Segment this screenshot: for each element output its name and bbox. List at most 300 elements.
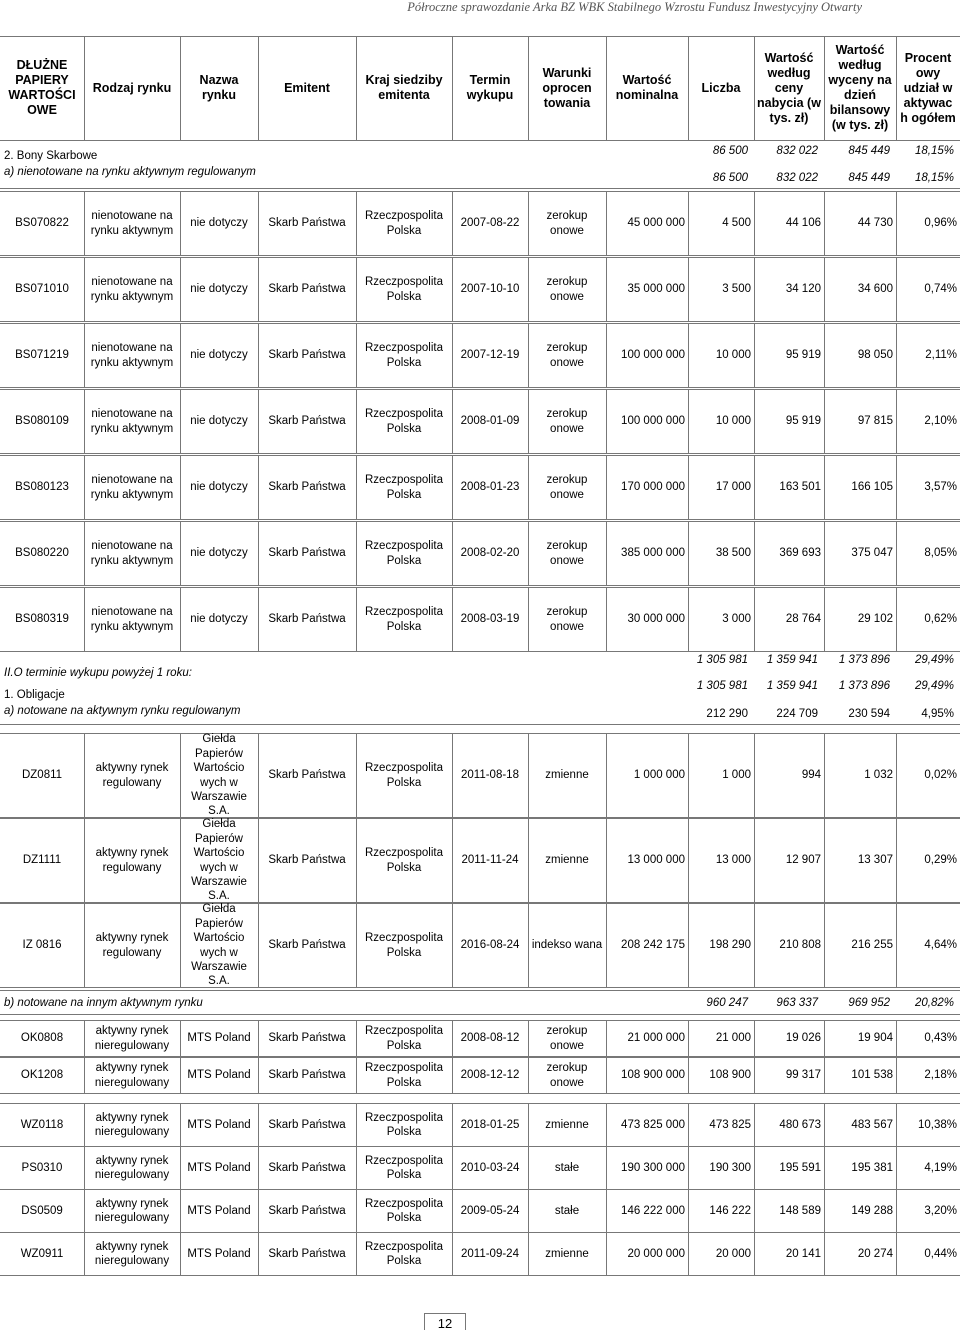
table-cell: 2011-08-18	[461, 769, 519, 782]
table-cell: Skarb Państwa	[268, 349, 346, 362]
table-cell: Rzeczpospolita Polska	[365, 847, 443, 874]
table-rule	[180, 323, 181, 387]
table-cell: 10 000	[715, 415, 751, 428]
table-rule	[356, 1189, 357, 1232]
table-rule	[84, 455, 85, 519]
table-cell: 2007-12-19	[460, 349, 520, 362]
table-rule	[0, 255, 960, 256]
table-cell: 0,96%	[924, 217, 957, 230]
table-rule	[896, 191, 897, 255]
table-cell: 21 000	[715, 1032, 751, 1045]
table-cell: zerokup onowe	[546, 276, 588, 303]
document-header: Półroczne sprawozdanie Arka BZ WBK Stabilnego Wzrostu Fundusz Inwestycyjny Otwarty	[407, 0, 862, 14]
table-cell: 195 381	[851, 1161, 893, 1174]
table-cell: 1 000 000	[633, 769, 685, 782]
table-cell: 190 300	[709, 1161, 751, 1174]
table-rule	[754, 1232, 755, 1275]
table-rule	[824, 1103, 825, 1146]
table-rule	[896, 1232, 897, 1275]
table-rule	[258, 455, 259, 519]
table-cell: 17 000	[715, 481, 751, 494]
table-cell: aktywny rynek nieregulowany	[94, 1154, 170, 1181]
table-rule	[606, 587, 607, 651]
table-rule	[452, 191, 453, 255]
table-cell: Skarb Państwa	[268, 1069, 346, 1082]
table-rule	[356, 733, 357, 817]
table-cell: Giełda Papierów Wartościo wych w Warszawie S.A.	[191, 903, 247, 988]
table-cell: Rzeczpospolita Polska	[365, 210, 443, 237]
table-rule	[258, 587, 259, 651]
table-rule	[180, 1103, 181, 1146]
table-rule	[84, 191, 85, 255]
table-rule	[180, 733, 181, 817]
table-cell: aktywny rynek nieregulowany	[94, 1025, 170, 1052]
table-rule	[258, 733, 259, 817]
table-rule	[754, 191, 755, 255]
table-rule	[896, 36, 897, 140]
table-cell: 2,18%	[924, 1069, 957, 1082]
table-cell: zmienne	[545, 854, 589, 867]
table-rule	[452, 455, 453, 519]
table-rule	[0, 651, 960, 652]
table-cell: 2,10%	[924, 415, 957, 428]
table-rule	[258, 191, 259, 255]
table-rule	[754, 1057, 755, 1093]
security-code: IZ 0816	[22, 939, 62, 952]
table-rule	[0, 140, 960, 141]
table-cell: 0,62%	[924, 613, 957, 626]
section-total-value: 86 500	[712, 172, 748, 184]
table-cell: aktywny rynek regulowany	[95, 932, 169, 959]
table-cell: 98 050	[857, 349, 893, 362]
table-cell: aktywny rynek regulowany	[95, 847, 169, 874]
table-rule	[754, 257, 755, 321]
table-cell: 0,29%	[924, 854, 957, 867]
table-rule	[258, 36, 259, 140]
section-title: 1. Obligacje	[4, 689, 65, 701]
table-rule	[754, 1020, 755, 1056]
page-number: 12	[424, 1313, 466, 1330]
security-code: BS080319	[15, 613, 69, 626]
table-rule	[356, 1020, 357, 1056]
table-rule	[0, 519, 960, 520]
table-rule	[754, 1103, 755, 1146]
table-rule	[824, 1020, 825, 1056]
table-cell: 4 500	[722, 217, 751, 230]
table-cell: Giełda Papierów Wartościo wych w Warszawie S.A.	[191, 733, 247, 818]
column-header: Warunki oprocen towania	[542, 65, 592, 110]
table-rule	[180, 521, 181, 585]
table-cell: 2007-10-10	[460, 283, 520, 296]
table-cell: 190 300 000	[621, 1161, 685, 1174]
table-rule	[452, 903, 453, 987]
table-rule	[180, 389, 181, 453]
table-rule	[688, 1232, 689, 1275]
table-rule	[356, 903, 357, 987]
table-cell: MTS Poland	[187, 1118, 251, 1131]
table-cell: stałe	[554, 1161, 580, 1174]
table-cell: zerokup onowe	[546, 342, 588, 369]
table-rule	[0, 321, 960, 322]
table-rule	[688, 903, 689, 987]
table-rule	[896, 903, 897, 987]
table-cell: nie dotyczy	[190, 415, 248, 428]
table-cell: nienotowane na rynku aktywnym	[90, 474, 174, 501]
security-code: BS070822	[15, 217, 69, 230]
table-cell: 146 222	[709, 1204, 751, 1217]
column-header: Rodzaj rynku	[92, 80, 172, 95]
table-rule	[528, 36, 529, 140]
table-cell: 2007-08-22	[460, 217, 520, 230]
table-cell: 35 000 000	[627, 283, 685, 296]
column-header: Liczba	[701, 80, 741, 95]
table-rule	[754, 521, 755, 585]
table-rule	[180, 1232, 181, 1275]
table-rule	[688, 1020, 689, 1056]
table-rule	[180, 1057, 181, 1093]
table-cell: 34 120	[785, 283, 821, 296]
table-cell: aktywny rynek nieregulowany	[94, 1240, 170, 1267]
table-rule	[896, 818, 897, 902]
table-cell: nienotowane na rynku aktywnym	[90, 540, 174, 567]
table-rule	[258, 257, 259, 321]
table-rule	[824, 818, 825, 902]
table-cell: aktywny rynek nieregulowany	[94, 1111, 170, 1138]
table-cell: 170 000 000	[621, 481, 685, 494]
table-rule	[84, 1057, 85, 1093]
table-rule	[896, 733, 897, 817]
table-cell: Skarb Państwa	[268, 1161, 346, 1174]
table-rule	[606, 389, 607, 453]
table-cell: 108 900	[709, 1069, 751, 1082]
table-cell: 13 000	[715, 854, 751, 867]
security-code: BS080109	[15, 415, 69, 428]
table-cell: zerokup onowe	[546, 540, 588, 567]
section-total-value: 212 290	[706, 708, 748, 720]
table-rule	[452, 36, 453, 140]
table-rule	[824, 521, 825, 585]
table-rule	[528, 1057, 529, 1093]
table-rule	[606, 455, 607, 519]
table-cell: 3 000	[722, 613, 751, 626]
table-rule	[452, 323, 453, 387]
table-rule	[824, 1189, 825, 1232]
table-cell: Skarb Państwa	[268, 939, 346, 952]
table-rule	[606, 191, 607, 255]
table-cell: 19 026	[785, 1032, 821, 1045]
table-rule	[258, 818, 259, 902]
table-cell: MTS Poland	[187, 1161, 251, 1174]
table-rule	[452, 257, 453, 321]
security-code: BS080123	[15, 481, 69, 494]
table-cell: 2008-02-20	[460, 547, 520, 560]
table-rule	[356, 389, 357, 453]
table-cell: 101 538	[851, 1069, 893, 1082]
section-total-value: 960 247	[706, 997, 748, 1009]
table-rule	[180, 455, 181, 519]
table-rule	[84, 733, 85, 817]
table-rule	[258, 1232, 259, 1275]
section-title: II.O terminie wykupu powyżej 1 roku:	[4, 667, 192, 679]
table-cell: nie dotyczy	[190, 217, 248, 230]
table-rule	[528, 1146, 529, 1189]
section-total-value: 20,82%	[914, 997, 954, 1009]
table-rule	[754, 36, 755, 140]
section-total-value: 4,95%	[921, 708, 954, 720]
table-rule	[452, 1232, 453, 1275]
table-cell: MTS Poland	[187, 1204, 251, 1217]
table-rule	[896, 1103, 897, 1146]
table-rule	[528, 191, 529, 255]
table-cell: 149 288	[851, 1204, 893, 1217]
security-code: OK0808	[20, 1032, 64, 1045]
table-rule	[824, 191, 825, 255]
table-rule	[452, 1103, 453, 1146]
table-cell: Rzeczpospolita Polska	[365, 276, 443, 303]
table-rule	[180, 36, 181, 140]
table-cell: 1 032	[864, 769, 893, 782]
table-cell: Rzeczpospolita Polska	[365, 540, 443, 567]
table-cell: indekso wana	[531, 939, 603, 952]
table-rule	[606, 903, 607, 987]
table-rule	[84, 587, 85, 651]
table-cell: Skarb Państwa	[268, 415, 346, 428]
table-rule	[606, 323, 607, 387]
table-rule	[258, 1189, 259, 1232]
table-rule	[528, 1189, 529, 1232]
table-cell: Skarb Państwa	[268, 1118, 346, 1131]
column-header: DŁUŻNE PAPIERY WARTOŚCI OWE	[8, 58, 76, 117]
table-cell: nienotowane na rynku aktywnym	[90, 210, 174, 237]
table-rule	[258, 323, 259, 387]
table-cell: 148 589	[779, 1204, 821, 1217]
column-header: Kraj siedziby emitenta	[365, 73, 443, 102]
table-cell: Rzeczpospolita Polska	[365, 474, 443, 501]
table-rule	[824, 323, 825, 387]
table-rule	[606, 1189, 607, 1232]
table-rule	[606, 257, 607, 321]
table-cell: 473 825	[709, 1118, 751, 1131]
table-cell: stałe	[554, 1204, 580, 1217]
table-rule	[356, 1146, 357, 1189]
table-rule	[688, 587, 689, 651]
table-rule	[754, 818, 755, 902]
table-cell: Skarb Państwa	[268, 481, 346, 494]
table-rule	[0, 387, 960, 388]
table-rule	[754, 1189, 755, 1232]
table-rule	[452, 1189, 453, 1232]
table-rule	[824, 1232, 825, 1275]
table-rule	[896, 1020, 897, 1056]
table-rule	[688, 1146, 689, 1189]
table-cell: zerokup onowe	[546, 408, 588, 435]
table-rule	[824, 36, 825, 140]
table-cell: 473 825 000	[621, 1118, 685, 1131]
table-rule	[754, 733, 755, 817]
table-rule	[606, 818, 607, 902]
table-rule	[84, 1103, 85, 1146]
table-rule	[356, 191, 357, 255]
table-rule	[528, 389, 529, 453]
table-rule	[754, 323, 755, 387]
table-rule	[754, 389, 755, 453]
table-rule	[824, 1146, 825, 1189]
column-header: Wartość według wyceny na dzień bilansowy (w tys. zł)	[828, 43, 892, 132]
table-cell: 163 501	[779, 481, 821, 494]
table-cell: zmienne	[545, 769, 589, 782]
column-header: Termin wykupu	[466, 73, 514, 102]
table-rule	[528, 818, 529, 902]
section-title: 2. Bony Skarbowe	[4, 150, 98, 162]
table-rule	[688, 1103, 689, 1146]
table-cell: 2008-03-19	[460, 613, 520, 626]
table-rule	[606, 1232, 607, 1275]
table-rule	[896, 1057, 897, 1093]
table-cell: 2008-01-23	[460, 481, 520, 494]
table-rule	[258, 1057, 259, 1093]
section-total-value: 1 305 981	[696, 654, 748, 666]
table-rule	[896, 257, 897, 321]
table-cell: aktywny rynek nieregulowany	[94, 1062, 170, 1089]
table-cell: zerokup onowe	[546, 1025, 588, 1052]
table-cell: Rzeczpospolita Polska	[365, 1240, 443, 1267]
section-total-value: 18,15%	[914, 145, 954, 157]
table-cell: Rzeczpospolita Polska	[365, 408, 443, 435]
table-rule	[896, 455, 897, 519]
table-rule	[754, 903, 755, 987]
table-cell: Rzeczpospolita Polska	[365, 342, 443, 369]
table-cell: 480 673	[779, 1118, 821, 1131]
table-rule	[180, 1146, 181, 1189]
table-rule	[824, 455, 825, 519]
table-rule	[84, 903, 85, 987]
column-header: Nazwa rynku	[199, 73, 239, 102]
table-rule	[356, 323, 357, 387]
table-cell: nie dotyczy	[190, 547, 248, 560]
table-cell: Rzeczpospolita Polska	[365, 1111, 443, 1138]
table-cell: 4,64%	[924, 939, 957, 952]
section-total-value: 1 373 896	[838, 680, 890, 692]
section-total-value: 969 952	[848, 997, 890, 1009]
security-code: DZ0811	[21, 769, 63, 782]
table-cell: 20 274	[857, 1247, 893, 1260]
table-cell: MTS Poland	[187, 1032, 251, 1045]
security-code: WZ0118	[20, 1118, 64, 1131]
table-cell: zerokup onowe	[546, 606, 588, 633]
table-cell: 13 000 000	[627, 854, 685, 867]
table-rule	[896, 1189, 897, 1232]
table-rule	[356, 1232, 357, 1275]
section-total-value: 1 359 941	[766, 654, 818, 666]
table-cell: 8,05%	[924, 547, 957, 560]
table-cell: Rzeczpospolita Polska	[365, 1025, 443, 1052]
table-rule	[452, 1020, 453, 1056]
table-cell: 4,19%	[924, 1161, 957, 1174]
table-cell: zerokup onowe	[546, 1062, 588, 1089]
table-rule	[258, 903, 259, 987]
table-cell: nienotowane na rynku aktywnym	[90, 276, 174, 303]
table-rule	[688, 733, 689, 817]
table-cell: nienotowane na rynku aktywnym	[90, 342, 174, 369]
column-header: Wartość nominalna	[615, 73, 679, 102]
table-cell: 0,44%	[924, 1247, 957, 1260]
section-total-value: 86 500	[712, 145, 748, 157]
table-rule	[688, 191, 689, 255]
table-rule	[180, 818, 181, 902]
table-cell: nie dotyczy	[190, 349, 248, 362]
table-rule	[356, 1103, 357, 1146]
table-rule	[824, 1057, 825, 1093]
table-cell: nie dotyczy	[190, 481, 248, 494]
table-rule	[84, 521, 85, 585]
table-rule	[84, 323, 85, 387]
table-cell: 21 000 000	[627, 1032, 685, 1045]
column-header: Procent owy udział w aktywac h ogółem	[900, 50, 956, 125]
table-cell: 0,02%	[924, 769, 957, 782]
table-rule	[0, 1093, 960, 1094]
table-cell: 216 255	[851, 939, 893, 952]
table-rule	[180, 1020, 181, 1056]
table-rule	[606, 1020, 607, 1056]
table-rule	[896, 1146, 897, 1189]
table-rule	[180, 191, 181, 255]
table-cell: Rzeczpospolita Polska	[365, 606, 443, 633]
table-rule	[528, 323, 529, 387]
table-cell: 10 000	[715, 349, 751, 362]
table-rule	[356, 36, 357, 140]
table-rule	[896, 323, 897, 387]
table-cell: zmienne	[545, 1247, 589, 1260]
table-rule	[84, 818, 85, 902]
table-cell: 20 000	[715, 1247, 751, 1260]
table-cell: 369 693	[779, 547, 821, 560]
table-rule	[258, 1103, 259, 1146]
table-cell: 375 047	[851, 547, 893, 560]
table-cell: nienotowane na rynku aktywnym	[90, 606, 174, 633]
security-code: OK1208	[20, 1069, 64, 1082]
table-cell: 100 000 000	[621, 349, 685, 362]
table-rule	[356, 455, 357, 519]
table-rule	[688, 389, 689, 453]
table-rule	[688, 818, 689, 902]
table-cell: 198 290	[709, 939, 751, 952]
table-cell: 3,20%	[924, 1204, 957, 1217]
table-rule	[84, 257, 85, 321]
table-rule	[84, 1189, 85, 1232]
section-total-value: 29,49%	[914, 654, 954, 666]
table-cell: 2011-09-24	[461, 1247, 519, 1260]
table-rule	[0, 453, 960, 454]
table-cell: Rzeczpospolita Polska	[365, 1062, 443, 1089]
table-rule	[528, 257, 529, 321]
table-cell: Rzeczpospolita Polska	[365, 1197, 443, 1224]
table-cell: 20 000 000	[627, 1247, 685, 1260]
table-cell: Skarb Państwa	[268, 1204, 346, 1217]
table-cell: 44 106	[785, 217, 821, 230]
table-cell: 3 500	[722, 283, 751, 296]
table-cell: 3,57%	[924, 481, 957, 494]
table-cell: 2008-12-12	[460, 1069, 520, 1082]
section-total-value: 845 449	[848, 172, 890, 184]
table-cell: nie dotyczy	[190, 613, 248, 626]
table-cell: 0,43%	[924, 1032, 957, 1045]
table-rule	[452, 818, 453, 902]
table-cell: MTS Poland	[187, 1247, 251, 1260]
table-rule	[528, 1020, 529, 1056]
table-cell: nie dotyczy	[190, 283, 248, 296]
section-total-value: 832 022	[776, 145, 818, 157]
table-rule	[0, 987, 960, 988]
